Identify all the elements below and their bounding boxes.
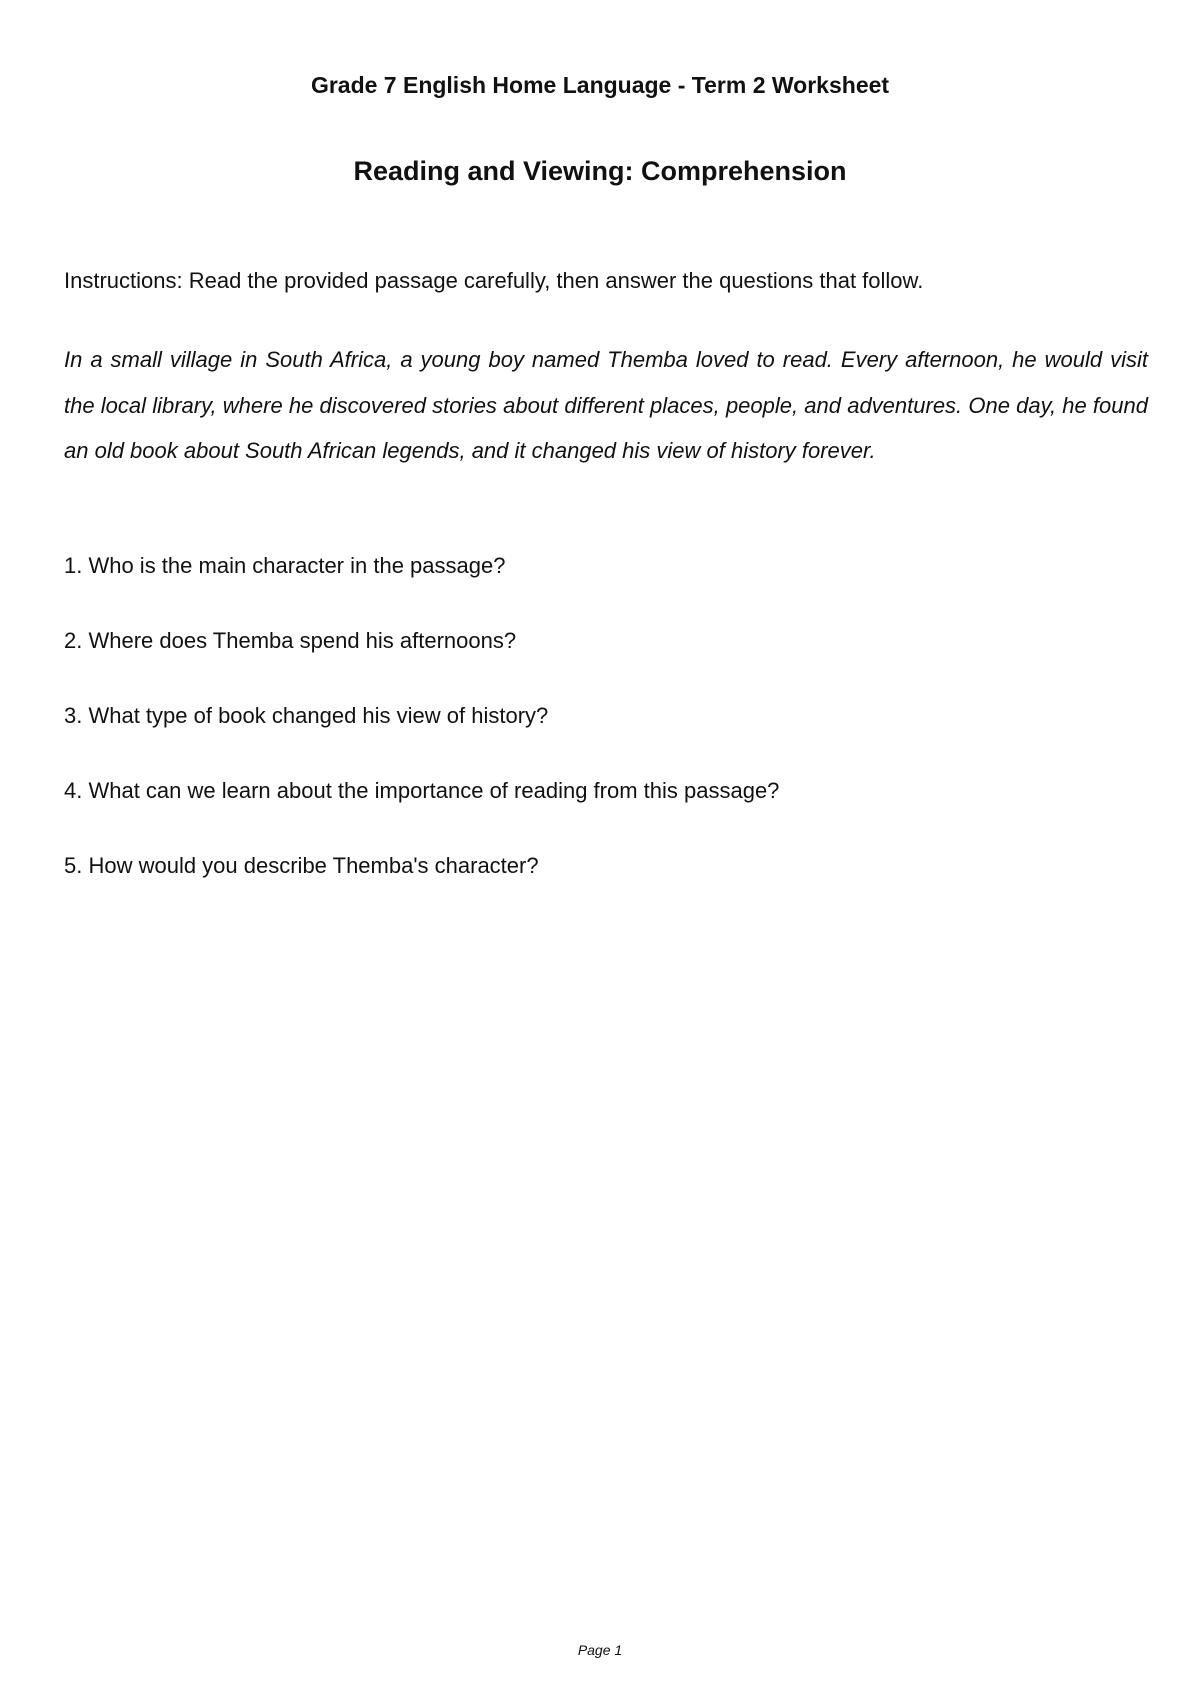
question-item: 5. How would you describe Themba's character? bbox=[64, 853, 539, 878]
question-item: 4. What can we learn about the importance of reading from this passage? bbox=[64, 778, 780, 803]
question-item: 2. Where does Themba spend his afternoons? bbox=[64, 628, 517, 653]
reading-passage: In a small village in South Africa, a young boy named Themba loved to read. Every afternoon, he would visit the local library, where he discovered stories about different places, people, and adventures. One day, he found an old book about South African legends, and it changed his view of history forever. bbox=[64, 347, 1148, 463]
question-item: 3. What type of book changed his view of history? bbox=[64, 703, 549, 728]
instructions-text: Instructions: Read the provided passage carefully, then answer the questions that follow. bbox=[64, 268, 924, 293]
section-heading: Reading and Viewing: Comprehension bbox=[353, 156, 847, 186]
question-list bbox=[64, 551, 1144, 926]
page-number: Page 1 bbox=[577, 1642, 623, 1658]
document-title: Grade 7 English Home Language - Term 2 Worksheet bbox=[310, 72, 890, 98]
question-item: 1. Who is the main character in the passage? bbox=[64, 553, 506, 578]
